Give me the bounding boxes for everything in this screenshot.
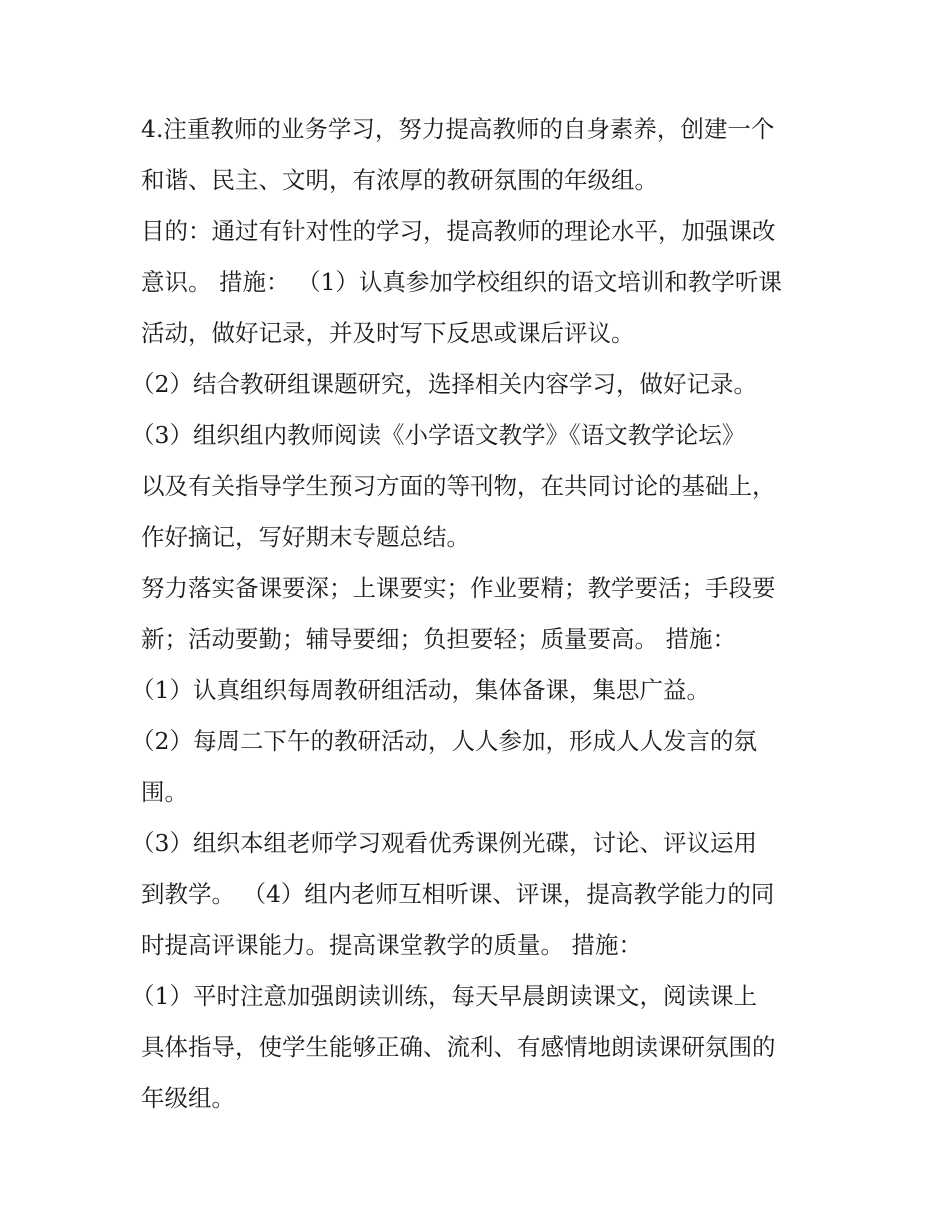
text-line-14: 围。 <box>141 778 188 806</box>
text-line-11: 新；活动要勤；辅导要细；负担要轻；质量要高。 措施： <box>141 625 736 653</box>
text-line-2: 和谐、民主、文明，有浓厚的教研氛围的年级组。 <box>141 166 658 194</box>
text-line-7: （3）组织组内教师阅读《小学语文教学》《语文教学论坛》 <box>131 421 746 449</box>
text-line-8: 以及有关指导学生预习方面的等刊物，在共同讨论的基础上， <box>141 472 776 500</box>
text-line-13: （2）每周二下午的教研活动，人人参加，形成人人发言的氛 <box>131 727 757 755</box>
text-line-5: 活动，做好记录，并及时写下反思或课后评议。 <box>141 319 635 347</box>
text-line-6: （2）结合教研组课题研究，选择相关内容学习，做好记录。 <box>131 370 757 398</box>
text-line-15: （3）组织本组老师学习观看优秀课例光碟，讨论、评议运用 <box>131 829 757 857</box>
text-line-20: 年级组。 <box>141 1084 235 1112</box>
text-line-12: （1）认真组织每周教研组活动，集体备课，集思广益。 <box>131 676 710 704</box>
text-line-18: （1）平时注意加强朗读训练，每天早晨朗读课文，阅读课上 <box>131 982 757 1010</box>
text-line-19: 具体指导，使学生能够正确、流利、有感情地朗读课研氛围的 <box>141 1033 776 1061</box>
text-line-16: 到教学。 （4）组内老师互相听课、评课，提高教学能力的同 <box>141 880 775 908</box>
text-line-10: 努力落实备课要深；上课要实；作业要精；教学要活；手段要 <box>141 574 776 602</box>
text-line-17: 时提高评课能力。提高课堂教学的质量。 措施： <box>141 931 642 959</box>
text-line-4: 意识。 措施： （1）认真参加学校组织的语文培训和教学听课 <box>141 268 782 296</box>
document-body <box>131 104 821 1124</box>
text-line-9: 作好摘记，写好期末专题总结。 <box>141 523 470 551</box>
text-line-3: 目的：通过有针对性的学习，提高教师的理论水平，加强课改 <box>141 217 776 245</box>
text-line-1: 4.注重教师的业务学习，努力提高教师的自身素养，创建一个 <box>141 115 775 143</box>
